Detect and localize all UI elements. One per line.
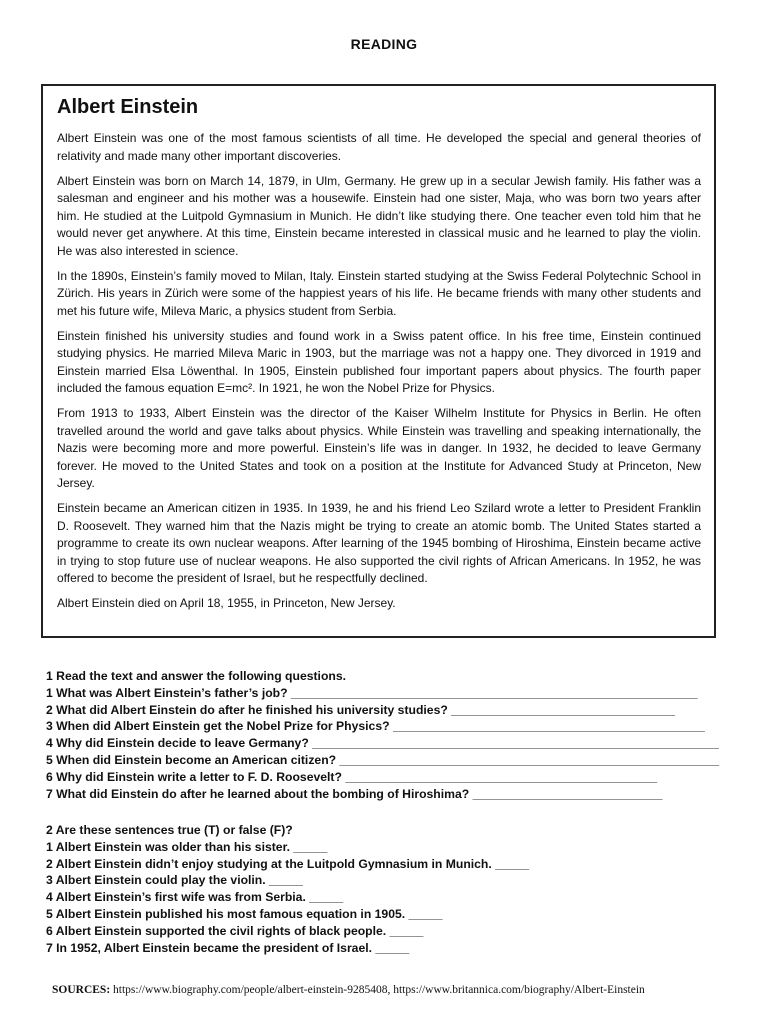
exercise-1-instruction: 1 Read the text and answer the following questions. <box>46 669 346 683</box>
sources-links[interactable]: https://www.biography.com/people/albert-einstein-9285408, https://www.britannica.com/biography/Albert-Einstein <box>110 984 645 996</box>
article-title: Albert Einstein <box>57 96 199 118</box>
article-paragraph: From 1913 to 1933, Albert Einstein was the director of the Kaiser Wilhelm Institute for Physics in Berlin. He often travelled around the world and gave talks about physics. While Einstein was travelling and speaking internationally, the Nazis were becoming more and more powerful. Einstein’s life was in danger. In 1932, he decided to leave Germany forever. He moved to the United States and took on a position at the Institute for Advanced Study at Princeton, New Jersey. <box>57 406 701 490</box>
statement-1[interactable]: 1 Albert Einstein was older than his sister. _____ <box>46 839 328 854</box>
article-title-row <box>43 86 714 122</box>
question-2[interactable]: 2 What did Albert Einstein do after he finished his university studies? _________________________________ <box>46 702 675 717</box>
sources-label: SOURCES: <box>52 984 111 996</box>
article-paragraph: Einstein finished his university studies and found work in a Swiss patent office. In his free time, Einstein continued studying physics. He married Mileva Maric in 1903, but the marriage was not a happy one. They divorced in 1919 and Einstein married Elsa Löwenthal. In 1905, Einstein published four important papers about physics. The fourth paper included the famous equation E=mc². In 1921, he won the Nobel Prize for Physics. <box>57 328 701 395</box>
question-7[interactable]: 7 What did Einstein do after he learned about the bombing of Hiroshima? ____________________________ <box>46 786 663 801</box>
article-box <box>41 84 716 638</box>
question-6[interactable]: 6 Why did Einstein write a letter to F. D. Roosevelt? ______________________________________________ <box>46 769 658 784</box>
article-paragraph: Einstein became an American citizen in 1935. In 1939, he and his friend Leo Szilard wrote a letter to President Franklin D. Roosevelt. They warned him that the Nazis might be trying to create an atomic bomb. The United States started a programme to create its own nuclear weapons. After learning of the 1945 bombing of Hiroshima, Einstein became active in trying to stop future use of nuclear weapons. He also supported the civil rights of African Americans. In 1952, he was offered to become the president of Israel, but he respectfully declined. <box>57 501 701 585</box>
statement-5[interactable]: 5 Albert Einstein published his most famous equation in 1905. _____ <box>46 906 443 921</box>
statement-4[interactable]: 4 Albert Einstein’s first wife was from Serbia. _____ <box>46 890 344 905</box>
article-body <box>57 130 701 620</box>
exercise-2-instruction: 2 Are these sentences true (T) or false (F)? <box>46 823 293 837</box>
sources-line <box>52 984 752 996</box>
question-4[interactable]: 4 Why did Einstein decide to leave Germany? ____________________________________________________________ <box>46 736 719 751</box>
article-paragraph: In the 1890s, Einstein’s family moved to Milan, Italy. Einstein started studying at the Swiss Federal Polytechnic School in Zürich. His years in Zürich were some of the happiest years of his life. He became friends with many other students and met his future wife, Mileva Maric, a physics student from Serbia. <box>57 268 701 318</box>
exercise-2 <box>46 822 726 956</box>
statement-2[interactable]: 2 Albert Einstein didn’t enjoy studying at the Luitpold Gymnasium in Munich. _____ <box>46 856 530 871</box>
page-heading: READING <box>350 36 418 52</box>
statement-7[interactable]: 7 In 1952, Albert Einstein became the president of Israel. _____ <box>46 940 410 955</box>
article-paragraph: Albert Einstein died on April 18, 1955, in Princeton, New Jersey. <box>57 596 396 610</box>
question-5[interactable]: 5 When did Einstein become an American citizen? ________________________________________________________ <box>46 752 720 767</box>
statement-3[interactable]: 3 Albert Einstein could play the violin. _____ <box>46 873 303 888</box>
article-paragraph: Albert Einstein was born on March 14, 1879, in Ulm, Germany. He grew up in a secular Jewish family. His father was a salesman and engineer and his mother was a housewife. Einstein had one sister, Maja, who was born two years after him. He studied at the Luitpold Gymnasium in Munich. He didn’t like studying there. One teacher even told him that he would never get anywhere. At this time, Einstein became interested in classical music and he learned to play the violin. He was also interested in science. <box>57 173 701 258</box>
statement-6[interactable]: 6 Albert Einstein supported the civil rights of black people. _____ <box>46 923 424 938</box>
article-paragraph: Albert Einstein was one of the most famous scientists of all time. He developed the special and general theories of relativity and made many other important discoveries. <box>57 131 701 163</box>
exercise-1 <box>46 668 726 802</box>
question-3[interactable]: 3 When did Albert Einstein get the Nobel Prize for Physics? ______________________________________________ <box>46 719 705 734</box>
question-1[interactable]: 1 What was Albert Einstein’s father’s job? ____________________________________________________________ <box>46 685 698 700</box>
